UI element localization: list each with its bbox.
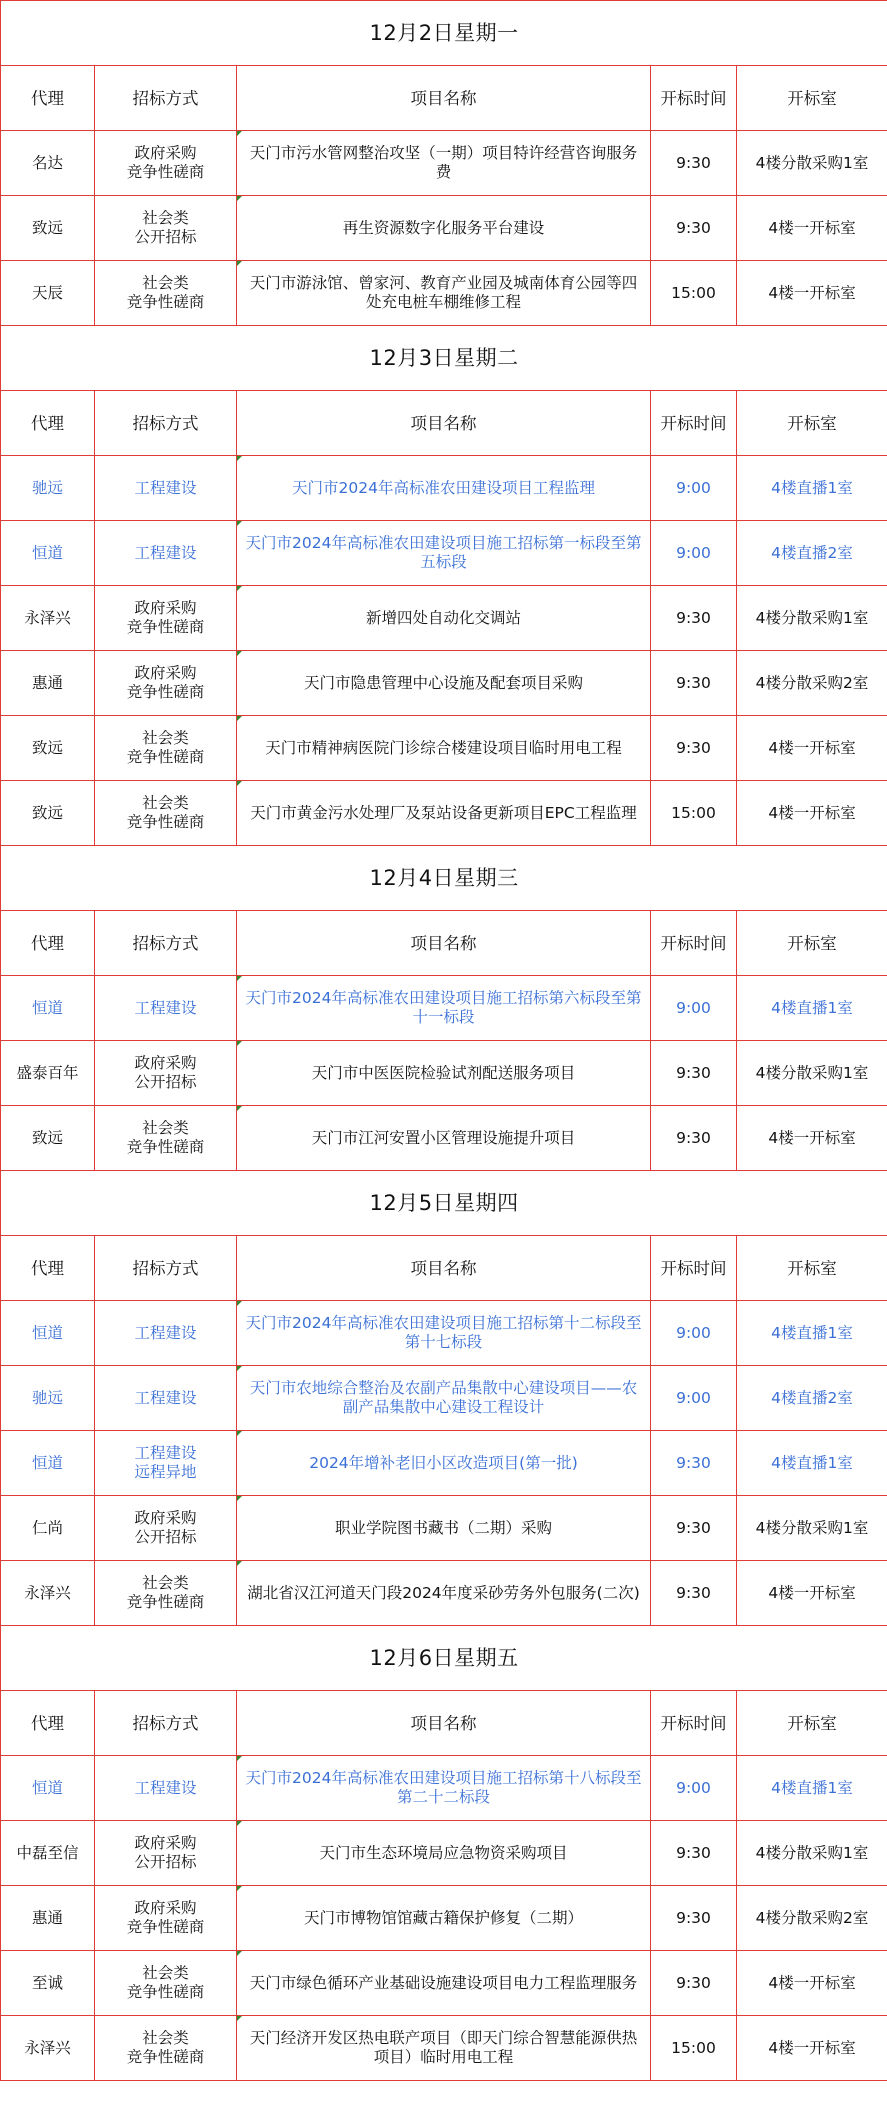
method-line: 政府采购 <box>134 1054 197 1072</box>
agent-cell: 驰远 <box>1 456 95 521</box>
open-room-cell: 4楼直播2室 <box>737 1366 887 1431</box>
method-cell <box>95 781 237 846</box>
open-time-cell: 9:00 <box>651 456 737 521</box>
method-cell <box>95 1106 237 1171</box>
table-row <box>1 1106 887 1171</box>
header-method: 招标方式 <box>95 1236 237 1301</box>
method-line: 工程建设 <box>134 1323 197 1342</box>
header-open-room: 开标室 <box>737 1236 887 1301</box>
method-line: 竞争性磋商 <box>126 1983 205 2001</box>
method-cell <box>95 196 237 261</box>
method-line: 公开招标 <box>134 228 197 246</box>
project-cell <box>237 196 651 261</box>
cell-corner-mark <box>237 1561 242 1566</box>
method-line: 社会类 <box>142 209 189 227</box>
header-open-room: 开标室 <box>737 911 887 976</box>
project-name: 天门市2024年高标准农田建设项目施工招标第一标段至第五标段 <box>245 534 642 571</box>
method-cell <box>95 131 237 196</box>
agent-cell: 驰远 <box>1 1366 95 1431</box>
table-row <box>1 1561 887 1626</box>
header-open-room: 开标室 <box>737 1691 887 1756</box>
table-row <box>1 586 887 651</box>
open-room-cell: 4楼分散采购1室 <box>737 1041 887 1106</box>
table-row <box>1 196 887 261</box>
table-row <box>1 1756 887 1821</box>
method-line: 竞争性磋商 <box>126 813 205 831</box>
header-open-time: 开标时间 <box>651 1691 737 1756</box>
method-line: 社会类 <box>142 794 189 812</box>
column-header-row <box>1 1236 887 1301</box>
agent-cell: 天辰 <box>1 261 95 326</box>
open-time-cell: 9:30 <box>651 1821 737 1886</box>
method-line: 公开招标 <box>134 1073 197 1091</box>
cell-corner-mark <box>237 456 242 461</box>
method-cell <box>95 1756 237 1821</box>
method-cell <box>95 1041 237 1106</box>
agent-cell: 致远 <box>1 1106 95 1171</box>
method-cell <box>95 1821 237 1886</box>
table-row <box>1 1366 887 1431</box>
day-header-row <box>1 326 887 391</box>
header-agent: 代理 <box>1 66 95 131</box>
agent-cell: 致远 <box>1 781 95 846</box>
open-room-cell: 4楼一开标室 <box>737 1106 887 1171</box>
cell-corner-mark <box>237 196 242 201</box>
day-header-row <box>1 846 887 911</box>
open-room-cell: 4楼分散采购1室 <box>737 131 887 196</box>
day-header-row <box>1 1171 887 1236</box>
project-cell <box>237 651 651 716</box>
open-time-cell: 9:30 <box>651 651 737 716</box>
project-cell <box>237 1301 651 1366</box>
method-cell <box>95 521 237 586</box>
project-name: 天门市2024年高标准农田建设项目施工招标第十八标段至第二十二标段 <box>245 1769 642 1806</box>
open-room-cell: 4楼一开标室 <box>737 261 887 326</box>
method-cell <box>95 456 237 521</box>
cell-corner-mark <box>237 1106 242 1111</box>
method-cell <box>95 261 237 326</box>
header-open-time: 开标时间 <box>651 911 737 976</box>
agent-cell: 名达 <box>1 131 95 196</box>
column-header-row <box>1 66 887 131</box>
method-line: 远程异地 <box>134 1463 197 1481</box>
method-line: 工程建设 <box>134 478 197 497</box>
cell-corner-mark <box>237 1821 242 1826</box>
agent-cell: 恒道 <box>1 1756 95 1821</box>
header-method: 招标方式 <box>95 391 237 456</box>
table-row <box>1 1041 887 1106</box>
open-room-cell: 4楼直播1室 <box>737 1431 887 1496</box>
cell-corner-mark <box>237 131 242 136</box>
header-agent: 代理 <box>1 1236 95 1301</box>
cell-corner-mark <box>237 1886 242 1891</box>
open-time-cell: 9:30 <box>651 196 737 261</box>
open-time-cell: 9:30 <box>651 1106 737 1171</box>
project-cell <box>237 586 651 651</box>
table-row <box>1 2016 887 2081</box>
cell-corner-mark <box>237 1431 242 1436</box>
method-line: 竞争性磋商 <box>126 1593 205 1611</box>
open-time-cell: 9:30 <box>651 1041 737 1106</box>
cell-corner-mark <box>237 651 242 656</box>
open-room-cell: 4楼一开标室 <box>737 781 887 846</box>
project-cell <box>237 261 651 326</box>
project-name: 天门市农地综合整治及农副产品集散中心建设项目——农副产品集散中心建设工程设计 <box>249 1379 638 1416</box>
project-name: 天门市江河安置小区管理设施提升项目 <box>311 1128 576 1147</box>
method-line: 政府采购 <box>134 1509 197 1527</box>
method-line: 政府采购 <box>134 144 197 162</box>
open-room-cell: 4楼分散采购1室 <box>737 1821 887 1886</box>
table-row <box>1 976 887 1041</box>
open-room-cell: 4楼直播2室 <box>737 521 887 586</box>
open-room-cell: 4楼一开标室 <box>737 716 887 781</box>
header-project: 项目名称 <box>237 391 651 456</box>
open-room-cell: 4楼分散采购1室 <box>737 586 887 651</box>
open-time-cell: 15:00 <box>651 261 737 326</box>
project-name: 天门市中医医院检验试剂配送服务项目 <box>311 1063 576 1082</box>
open-time-cell: 9:30 <box>651 131 737 196</box>
project-cell <box>237 1561 651 1626</box>
table-row <box>1 521 887 586</box>
method-line: 竞争性磋商 <box>126 2048 205 2066</box>
method-cell <box>95 1431 237 1496</box>
cell-corner-mark <box>237 586 242 591</box>
project-name: 天门市生态环境局应急物资采购项目 <box>319 1843 568 1862</box>
project-name: 湖北省汉江河道天门段2024年度采砂劳务外包服务(二次) <box>247 1583 640 1602</box>
open-room-cell: 4楼直播1室 <box>737 456 887 521</box>
open-time-cell: 9:00 <box>651 521 737 586</box>
agent-cell: 中磊至信 <box>1 1821 95 1886</box>
open-time-cell: 9:30 <box>651 1951 737 2016</box>
method-line: 社会类 <box>142 1574 189 1592</box>
method-line: 工程建设 <box>134 1388 197 1407</box>
method-line: 政府采购 <box>134 1834 197 1852</box>
method-cell <box>95 1886 237 1951</box>
project-cell <box>237 1951 651 2016</box>
method-line: 工程建设 <box>134 1778 197 1797</box>
table-row <box>1 1886 887 1951</box>
header-project: 项目名称 <box>237 1236 651 1301</box>
method-cell <box>95 1496 237 1561</box>
method-line: 社会类 <box>142 1964 189 1982</box>
method-line: 政府采购 <box>134 1899 197 1917</box>
project-name: 天门市精神病医院门诊综合楼建设项目临时用电工程 <box>265 738 622 757</box>
cell-corner-mark <box>237 716 242 721</box>
column-header-row <box>1 911 887 976</box>
table-row <box>1 781 887 846</box>
header-method: 招标方式 <box>95 66 237 131</box>
project-cell <box>237 521 651 586</box>
header-open-room: 开标室 <box>737 391 887 456</box>
method-cell <box>95 1366 237 1431</box>
project-name: 2024年增补老旧小区改造项目(第一批) <box>309 1453 578 1472</box>
table-row <box>1 261 887 326</box>
day-title: 12月6日星期五 <box>1 1626 887 1691</box>
project-cell <box>237 131 651 196</box>
project-cell <box>237 716 651 781</box>
header-open-time: 开标时间 <box>651 1236 737 1301</box>
project-name: 天门市污水管网整治攻坚（一期）项目特许经营咨询服务费 <box>249 144 638 181</box>
agent-cell: 盛泰百年 <box>1 1041 95 1106</box>
open-time-cell: 9:00 <box>651 1301 737 1366</box>
agent-cell: 恒道 <box>1 1301 95 1366</box>
agent-cell: 惠通 <box>1 1886 95 1951</box>
project-name: 天门市2024年高标准农田建设项目工程监理 <box>292 478 595 497</box>
open-time-cell: 9:30 <box>651 1561 737 1626</box>
header-method: 招标方式 <box>95 1691 237 1756</box>
method-line: 工程建设 <box>134 543 197 562</box>
open-room-cell: 4楼一开标室 <box>737 196 887 261</box>
method-line: 社会类 <box>142 729 189 747</box>
header-agent: 代理 <box>1 391 95 456</box>
project-name: 天门市2024年高标准农田建设项目施工招标第十二标段至第十七标段 <box>245 1314 642 1351</box>
project-cell <box>237 456 651 521</box>
method-line: 工程建设 <box>134 1444 197 1462</box>
project-cell <box>237 1041 651 1106</box>
method-line: 竞争性磋商 <box>126 748 205 766</box>
header-project: 项目名称 <box>237 911 651 976</box>
open-time-cell: 9:00 <box>651 1366 737 1431</box>
project-cell <box>237 1431 651 1496</box>
open-room-cell: 4楼直播1室 <box>737 1301 887 1366</box>
project-name: 职业学院图书藏书（二期）采购 <box>334 1518 552 1537</box>
project-name: 新增四处自动化交调站 <box>365 608 521 627</box>
day-title: 12月2日星期一 <box>1 1 887 66</box>
open-time-cell: 9:30 <box>651 586 737 651</box>
open-room-cell: 4楼一开标室 <box>737 2016 887 2081</box>
open-room-cell: 4楼直播1室 <box>737 976 887 1041</box>
method-line: 竞争性磋商 <box>126 1138 205 1156</box>
method-line: 竞争性磋商 <box>126 683 205 701</box>
project-cell <box>237 2016 651 2081</box>
table-row <box>1 131 887 196</box>
open-room-cell: 4楼直播1室 <box>737 1756 887 1821</box>
cell-corner-mark <box>237 521 242 526</box>
project-name: 天门经济开发区热电联产项目（即天门综合智慧能源供热项目）临时用电工程 <box>249 2029 638 2066</box>
open-room-cell: 4楼分散采购2室 <box>737 651 887 716</box>
project-name: 天门市博物馆馆藏古籍保护修复（二期） <box>303 1908 583 1927</box>
method-cell <box>95 976 237 1041</box>
open-time-cell: 15:00 <box>651 2016 737 2081</box>
header-agent: 代理 <box>1 911 95 976</box>
project-name: 天门市游泳馆、曾家河、教育产业园及城南体育公园等四处充电桩车棚维修工程 <box>249 274 638 311</box>
project-cell <box>237 1821 651 1886</box>
cell-corner-mark <box>237 1366 242 1371</box>
cell-corner-mark <box>237 976 242 981</box>
table-row <box>1 716 887 781</box>
header-open-room: 开标室 <box>737 66 887 131</box>
method-cell <box>95 1301 237 1366</box>
method-line: 社会类 <box>142 2029 189 2047</box>
agent-cell: 永泽兴 <box>1 2016 95 2081</box>
agent-cell: 仁尚 <box>1 1496 95 1561</box>
cell-corner-mark <box>237 261 242 266</box>
table-row <box>1 651 887 716</box>
agent-cell: 惠通 <box>1 651 95 716</box>
method-cell <box>95 1561 237 1626</box>
project-name: 天门市绿色循环产业基础设施建设项目电力工程监理服务 <box>249 1973 638 1992</box>
method-cell <box>95 716 237 781</box>
open-room-cell: 4楼一开标室 <box>737 1951 887 2016</box>
day-header-row <box>1 1626 887 1691</box>
table-row <box>1 1821 887 1886</box>
cell-corner-mark <box>237 1041 242 1046</box>
agent-cell: 至诚 <box>1 1951 95 2016</box>
method-cell <box>95 2016 237 2081</box>
method-line: 政府采购 <box>134 664 197 682</box>
header-open-time: 开标时间 <box>651 391 737 456</box>
column-header-row <box>1 391 887 456</box>
cell-corner-mark <box>237 1951 242 1956</box>
open-room-cell: 4楼一开标室 <box>737 1561 887 1626</box>
project-cell <box>237 976 651 1041</box>
method-line: 竞争性磋商 <box>126 1918 205 1936</box>
day-header-row <box>1 1 887 66</box>
agent-cell: 永泽兴 <box>1 1561 95 1626</box>
method-line: 社会类 <box>142 1119 189 1137</box>
header-open-time: 开标时间 <box>651 66 737 131</box>
column-header-row <box>1 1691 887 1756</box>
open-time-cell: 9:00 <box>651 1756 737 1821</box>
day-title: 12月4日星期三 <box>1 846 887 911</box>
method-line: 政府采购 <box>134 599 197 617</box>
open-time-cell: 9:30 <box>651 1886 737 1951</box>
day-title: 12月5日星期四 <box>1 1171 887 1236</box>
agent-cell: 恒道 <box>1 976 95 1041</box>
cell-corner-mark <box>237 1301 242 1306</box>
method-line: 竞争性磋商 <box>126 163 205 181</box>
method-line: 社会类 <box>142 274 189 292</box>
project-cell <box>237 1366 651 1431</box>
method-line: 公开招标 <box>134 1528 197 1546</box>
project-cell <box>237 1756 651 1821</box>
open-time-cell: 9:30 <box>651 716 737 781</box>
cell-corner-mark <box>237 781 242 786</box>
open-room-cell: 4楼分散采购2室 <box>737 1886 887 1951</box>
open-time-cell: 9:00 <box>651 976 737 1041</box>
agent-cell: 致远 <box>1 196 95 261</box>
header-method: 招标方式 <box>95 911 237 976</box>
method-line: 工程建设 <box>134 998 197 1017</box>
method-cell <box>95 586 237 651</box>
method-line: 竞争性磋商 <box>126 618 205 636</box>
agent-cell: 永泽兴 <box>1 586 95 651</box>
project-cell <box>237 1886 651 1951</box>
header-project: 项目名称 <box>237 1691 651 1756</box>
open-time-cell: 15:00 <box>651 781 737 846</box>
project-cell <box>237 781 651 846</box>
cell-corner-mark <box>237 2016 242 2021</box>
table-row <box>1 456 887 521</box>
project-name: 再生资源数字化服务平台建设 <box>342 218 545 237</box>
day-title: 12月3日星期二 <box>1 326 887 391</box>
table-row <box>1 1431 887 1496</box>
project-cell <box>237 1496 651 1561</box>
table-row <box>1 1301 887 1366</box>
open-time-cell: 9:30 <box>651 1431 737 1496</box>
project-cell <box>237 1106 651 1171</box>
agent-cell: 致远 <box>1 716 95 781</box>
open-room-cell: 4楼分散采购1室 <box>737 1496 887 1561</box>
project-name: 天门市2024年高标准农田建设项目施工招标第六标段至第十一标段 <box>245 989 642 1026</box>
method-cell <box>95 651 237 716</box>
open-time-cell: 9:30 <box>651 1496 737 1561</box>
cell-corner-mark <box>237 1496 242 1501</box>
agent-cell: 恒道 <box>1 1431 95 1496</box>
table-row <box>1 1496 887 1561</box>
project-name: 天门市黄金污水处理厂及泵站设备更新项目EPC工程监理 <box>250 803 637 822</box>
cell-corner-mark <box>237 1756 242 1761</box>
header-project: 项目名称 <box>237 66 651 131</box>
method-line: 公开招标 <box>134 1853 197 1871</box>
header-agent: 代理 <box>1 1691 95 1756</box>
agent-cell: 恒道 <box>1 521 95 586</box>
project-name: 天门市隐患管理中心设施及配套项目采购 <box>303 673 583 692</box>
method-cell <box>95 1951 237 2016</box>
method-line: 竞争性磋商 <box>126 293 205 311</box>
table-row <box>1 1951 887 2016</box>
